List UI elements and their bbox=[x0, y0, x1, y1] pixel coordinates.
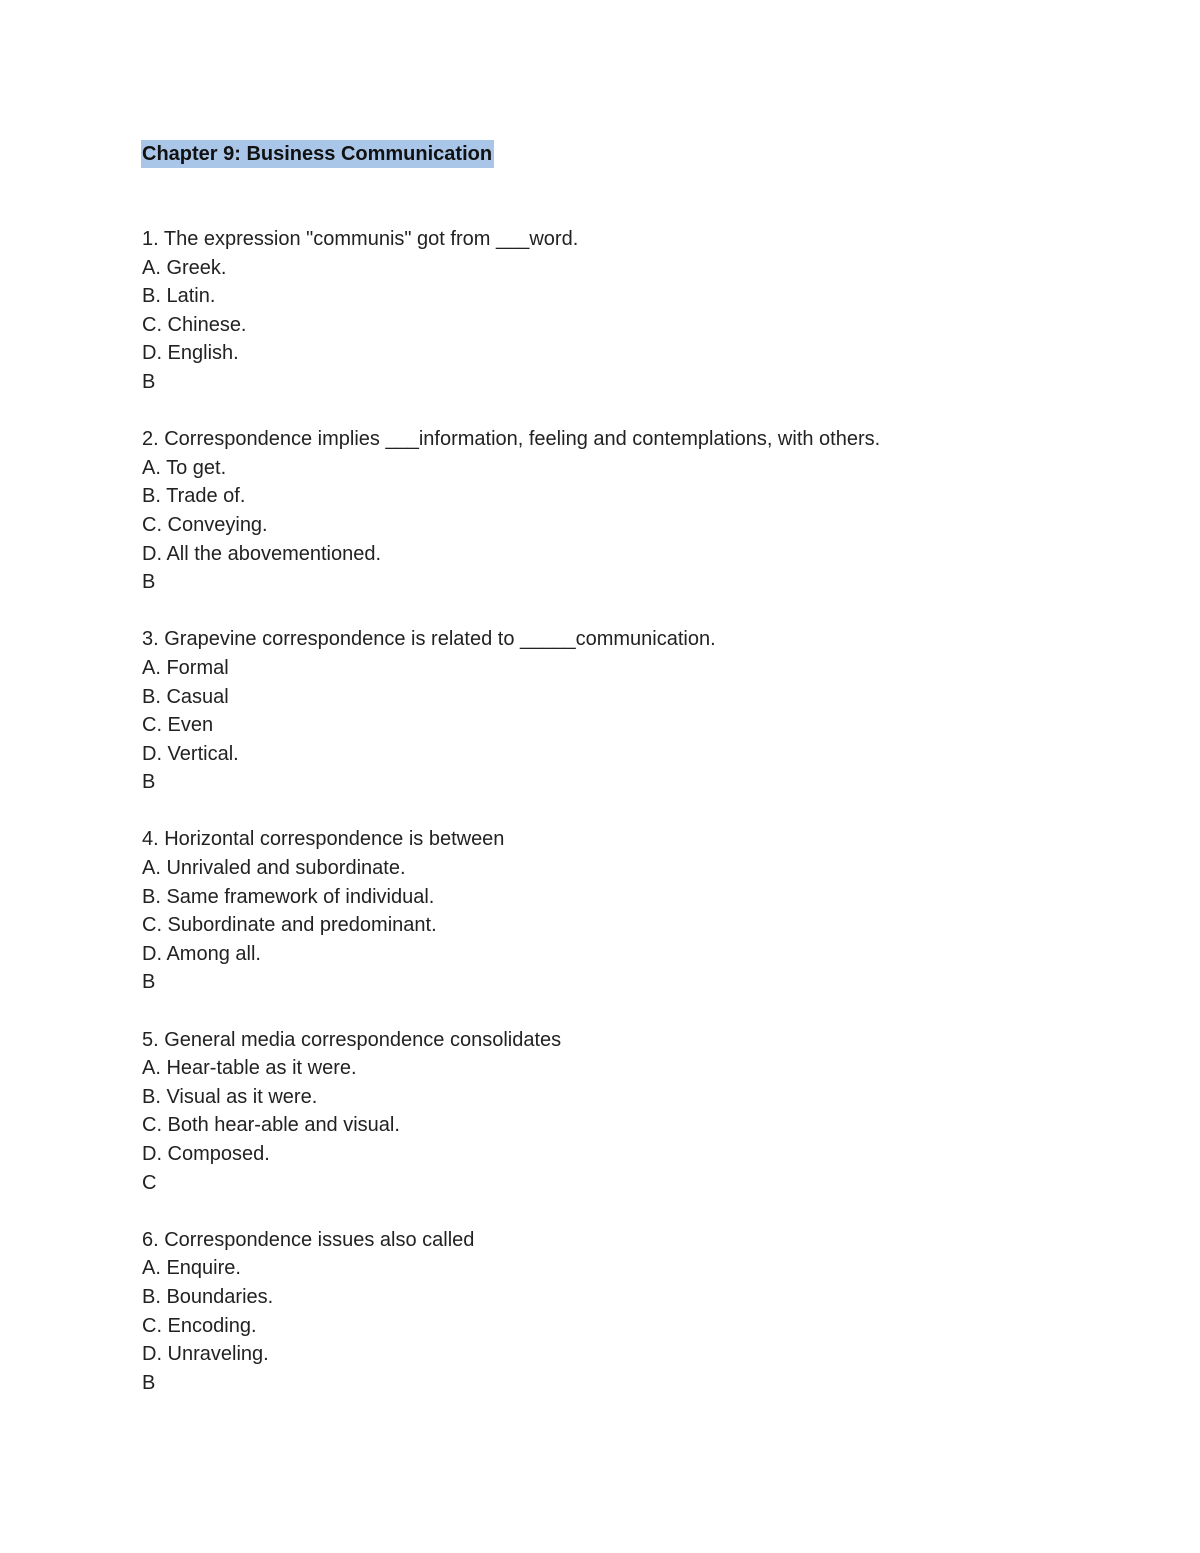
question-3 bbox=[142, 625, 1142, 797]
question-stem: 2. Correspondence implies ___information, feeling and contemplations, with others. bbox=[142, 428, 881, 451]
chapter-title[interactable]: Chapter 9: Business Communication bbox=[141, 140, 494, 168]
option-d: D. English. bbox=[142, 342, 239, 365]
option-a: A. Formal bbox=[142, 656, 229, 679]
option-d: D. All the abovementioned. bbox=[142, 542, 382, 565]
option-a: A. Unrivaled and subordinate. bbox=[142, 857, 406, 880]
option-b: B. Casual bbox=[142, 685, 229, 708]
answer-key: B bbox=[142, 771, 156, 794]
question-4 bbox=[142, 825, 1142, 997]
question-list bbox=[142, 225, 1142, 1426]
answer-key: B bbox=[142, 370, 156, 393]
question-stem: 3. Grapevine correspondence is related to _____communication. bbox=[142, 628, 716, 651]
option-d: D. Composed. bbox=[142, 1143, 270, 1165]
question-6 bbox=[142, 1226, 1142, 1398]
question-stem: 5. General media correspondence consolidates bbox=[142, 1028, 562, 1051]
option-c: C. Encoding. bbox=[142, 1314, 257, 1337]
option-c: C. Both hear-able and visual. bbox=[142, 1114, 400, 1137]
option-b: B. Latin. bbox=[142, 285, 216, 308]
option-c: C. Chinese. bbox=[142, 313, 247, 336]
option-a: A. Hear-table as it were. bbox=[142, 1057, 357, 1080]
question-1 bbox=[142, 225, 1142, 397]
option-d: D. Vertical. bbox=[142, 742, 239, 765]
question-stem: 4. Horizontal correspondence is between bbox=[142, 828, 505, 851]
option-b: B. Trade of. bbox=[142, 485, 246, 508]
option-b: B. Boundaries. bbox=[142, 1285, 274, 1308]
answer-key: C bbox=[142, 1171, 157, 1194]
option-c: C. Even bbox=[142, 714, 214, 737]
answer-key: B bbox=[142, 571, 156, 594]
question-stem: 1. The expression "communis" got from ___word. bbox=[142, 228, 579, 250]
option-b: B. Visual as it were. bbox=[142, 1085, 318, 1108]
answer-key: B bbox=[142, 1371, 156, 1394]
question-2 bbox=[142, 425, 1142, 597]
question-stem: 6. Correspondence issues also called bbox=[142, 1228, 475, 1251]
option-d: D. Among all. bbox=[142, 942, 261, 965]
option-c: C. Conveying. bbox=[142, 513, 268, 536]
option-a: A. Enquire. bbox=[142, 1257, 241, 1280]
option-a: A. Greek. bbox=[142, 256, 227, 279]
option-b: B. Same framework of individual. bbox=[142, 885, 435, 908]
question-5 bbox=[142, 1026, 1142, 1198]
option-a: A. To get. bbox=[142, 456, 227, 479]
option-d: D. Unraveling. bbox=[142, 1343, 269, 1366]
answer-key: B bbox=[142, 971, 156, 994]
option-c: C. Subordinate and predominant. bbox=[142, 914, 437, 937]
